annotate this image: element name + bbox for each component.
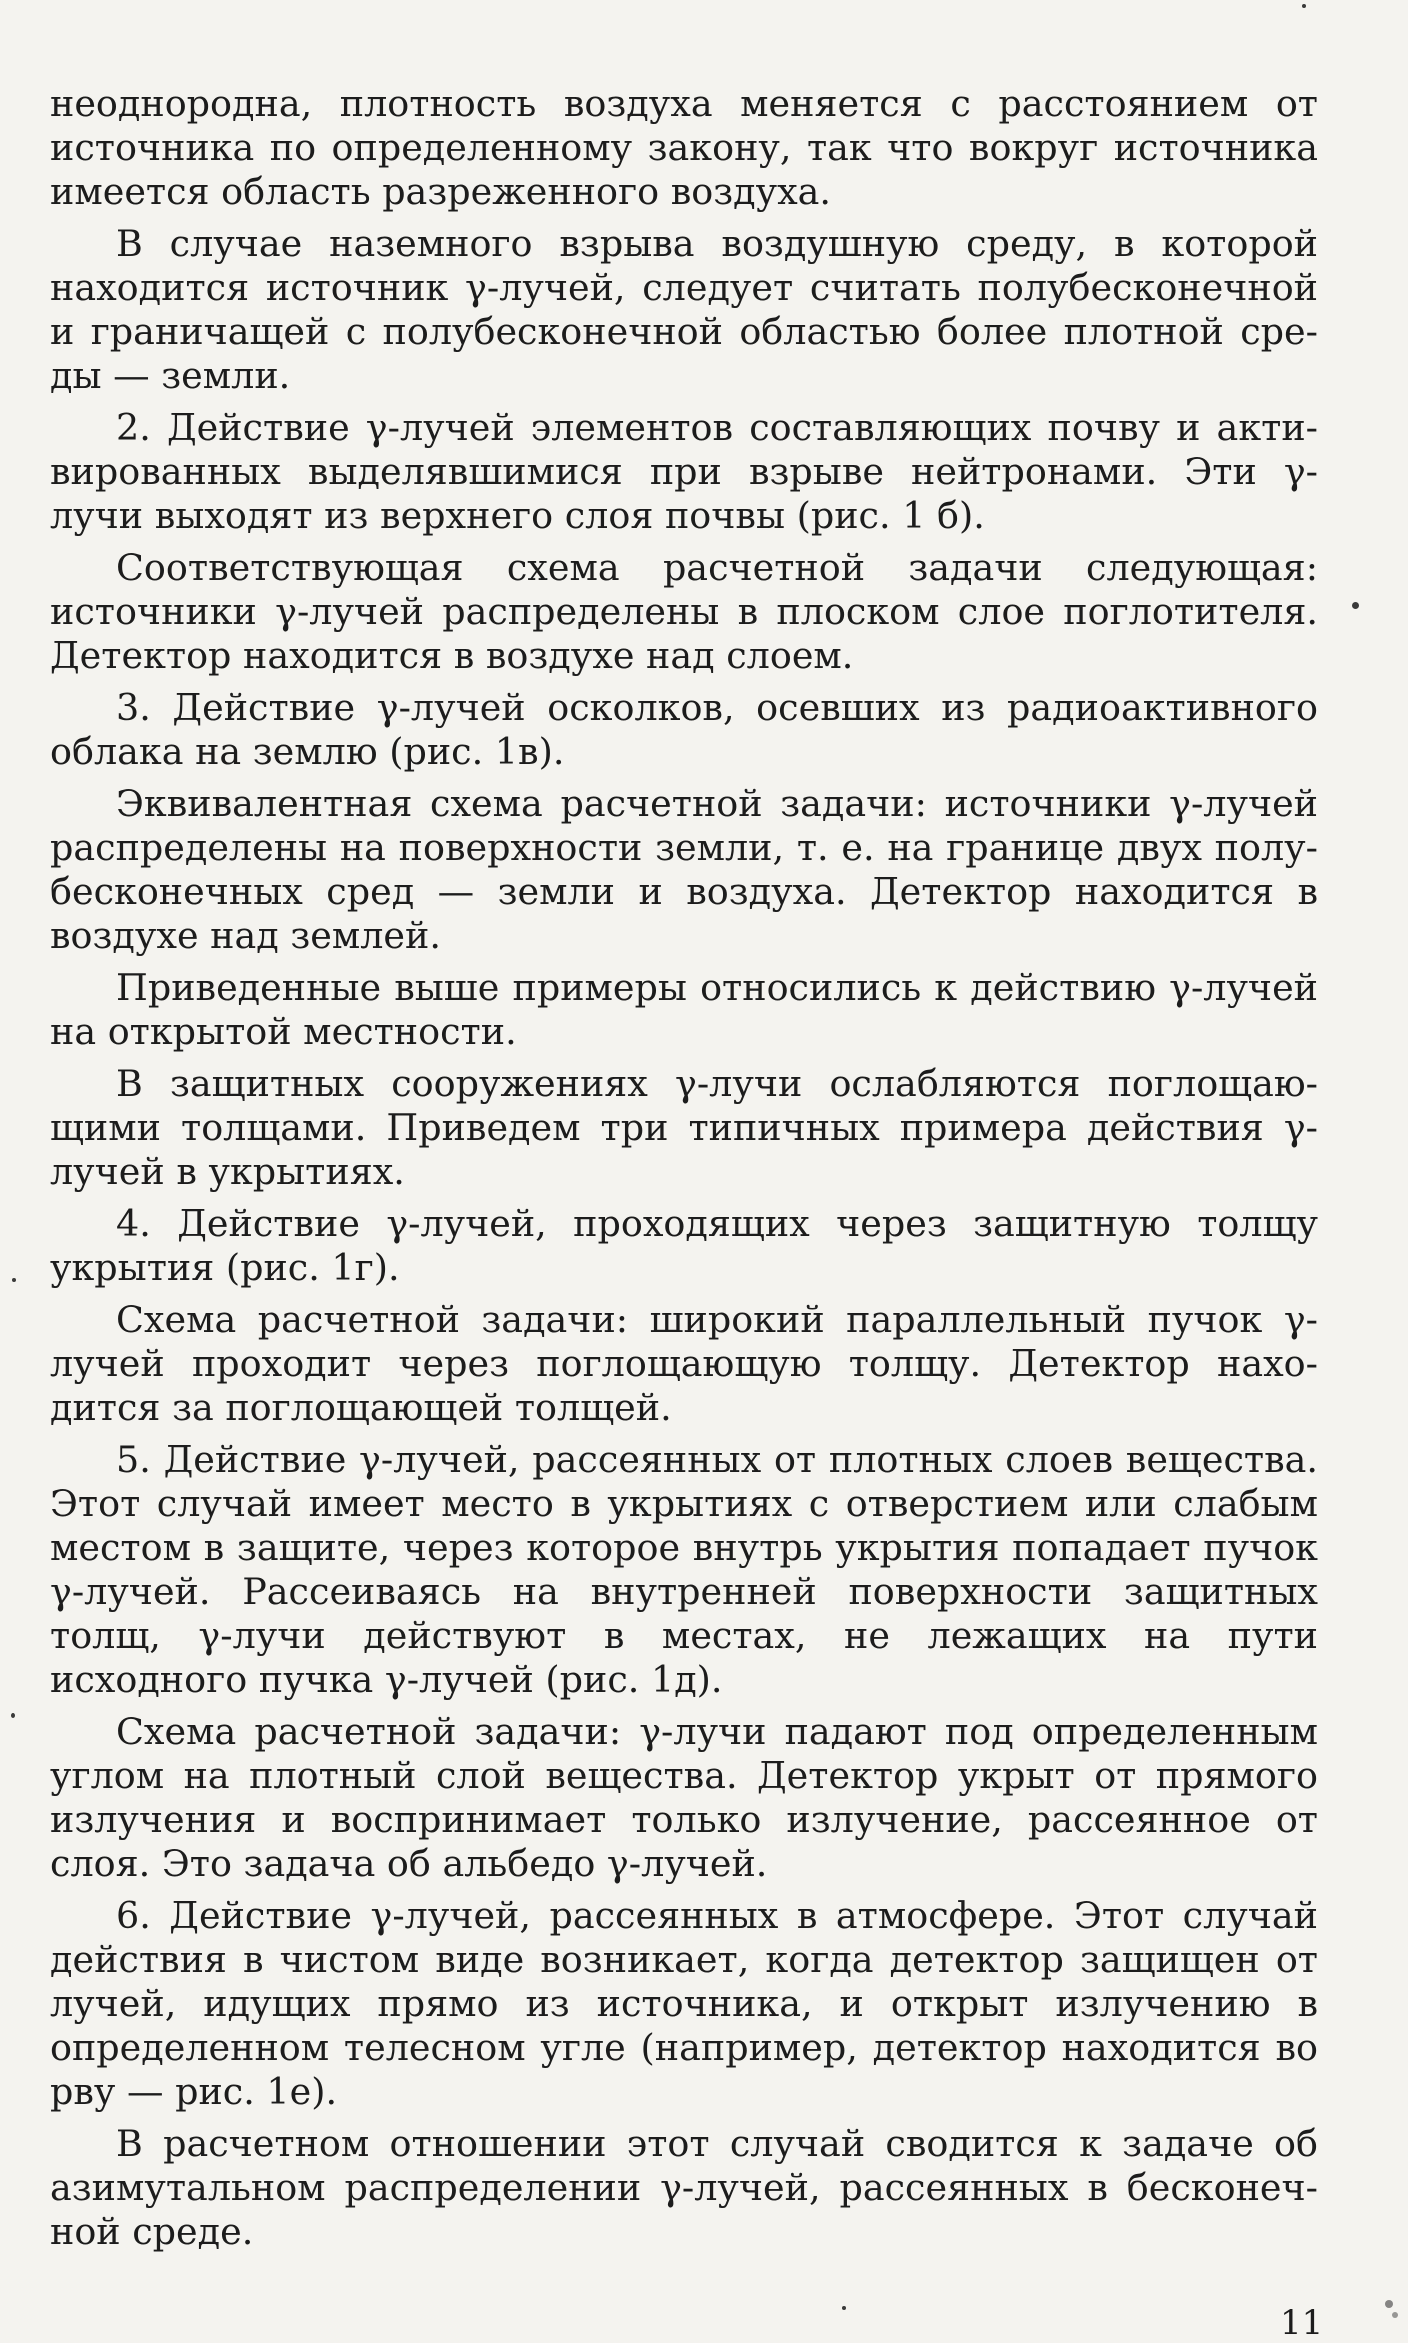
paragraph-item-4: 4. Действие γ-лучей, проходящих через защитную толщу укрытия (рис. 1г). [50,1202,1318,1289]
scan-speck-dot [842,2306,846,2310]
paragraph-scheme-4: Схема расчетной задачи: широкий параллельный пучок γ-лучей проходит через поглощающую толщу. Детектор находится за поглощающей толщей. [50,1298,1318,1429]
scan-speck-dot [1352,602,1359,609]
paragraph-item-5: 5. Действие γ-лучей, рассеянных от плотных слоев вещества. Этот случай имеет место в укрытиях с отверстием или слабым местом в защите, через которое внутрь укрытия попадает пучок γ-лучей. Рассеиваясь на внутренней поверхности защитных толщ, γ-лучи действуют в местах, не лежащих на пути исходного пучка γ-лучей (рис. 1д). [50,1438,1318,1701]
paragraph-scheme-2: Соответствующая схема расчетной задачи следующая: источники γ-лучей распределены в плоском слое поглотителя. Детектор находится в воздухе над слоем. [50,546,1318,677]
paragraph-item-6: 6. Действие γ-лучей, рассеянных в атмосфере. Этот случай действия в чистом виде возникает, когда детектор защищен от лучей, идущих прямо из источника, и открыт излучению в определенном телесном угле (например, детектор находится во рву — рис. 1е). [50,1894,1318,2113]
paragraph-scheme-6: В расчетном отношении этот случай сводится к задаче об азимутальном распределении γ-лучей, рассеянных в бесконечной среде. [50,2122,1318,2253]
scan-speck-dot [1392,2312,1398,2318]
paragraph-item-2: 2. Действие γ-лучей элементов составляющих почву и активированных выделявшимися при взрыве нейтронами. Эти γ-лучи выходят из верхнего слоя почвы (рис. 1 б). [50,406,1318,537]
paragraph-scheme-3: Эквивалентная схема расчетной задачи: источники γ-лучей распределены на поверхности земли, т. е. на границе двух полубесконечных сред — земли и воздуха. Детектор находится в воздухе над землей. [50,782,1318,957]
paragraph-open-terrain: Приведенные выше примеры относились к действию γ-лучей на открытой местности. [50,966,1318,1053]
scan-speck-dot [11,1713,15,1718]
paragraph-shelters: В защитных сооружениях γ-лучи ослабляются поглощающими толщами. Приведем три типичных примера действия γ-лучей в укрытиях. [50,1062,1318,1193]
scan-speck-dot [1385,2300,1393,2308]
paragraph-continuation: неоднородна, плотность воздуха меняется с расстоянием от источника по определенному закону, так что вокруг источника имеется область разреженного воздуха. [50,82,1318,213]
page-number: 11 [1280,2303,1324,2343]
page-body [50,82,1318,2262]
paragraph-item-3: 3. Действие γ-лучей осколков, осевших из радиоактивного облака на землю (рис. 1в). [50,686,1318,773]
paragraph-ground-burst: В случае наземного взрыва воздушную среду, в которой находится источник γ-лучей, следует считать полубесконечной и граничащей с полубесконечной областью более плотной среды — земли. [50,222,1318,397]
scan-speck-dot [1302,4,1306,8]
scan-speck-dot [12,1278,16,1282]
paragraph-scheme-5: Схема расчетной задачи: γ-лучи падают под определенным углом на плотный слой вещества. Детектор укрыт от прямого излучения и воспринимает только излучение, рассеянное от слоя. Это задача об альбедо γ-лучей. [50,1710,1318,1885]
